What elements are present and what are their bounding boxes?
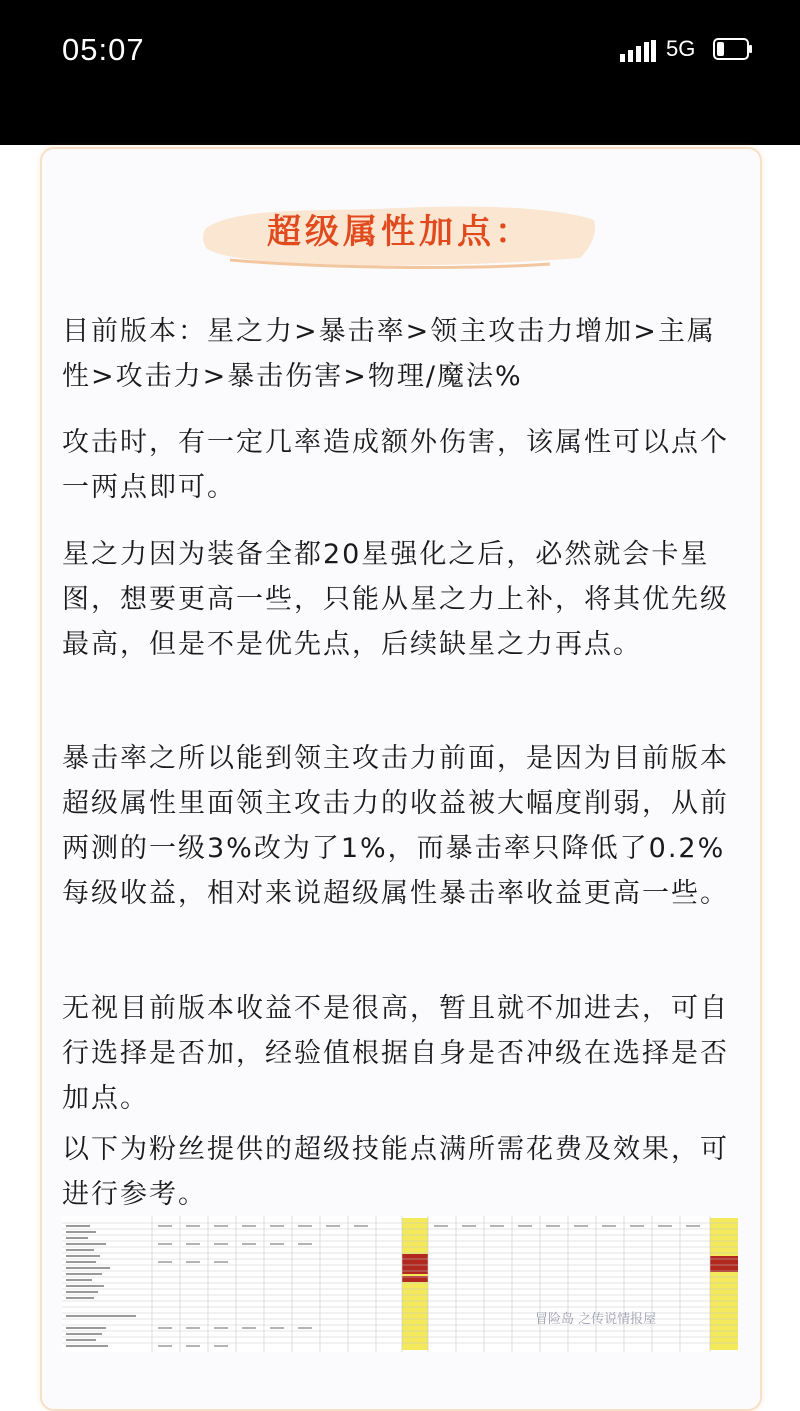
paragraph-priority: 目前版本：星之力>暴击率>领主攻击力增加>主属性>攻击力>暴击伤害>物理/魔法% [62,316,716,392]
signal-bars-icon [620,40,656,62]
page-title: 超级属性加点： [267,212,533,252]
paragraph-star-force: 星之力因为装备全都20星强化之后，必然就会卡星图，想要更高一些，只能从星之力上补，将其优先级最高，但是不是优先点，后续缺星之力再点。 [62,539,729,660]
watermark: 冒险岛 之传说情报屋 [535,1312,657,1327]
battery-icon [713,38,753,60]
paragraph-table-intro: 以下为粉丝提供的超级技能点满所需花费及效果，可进行参考。 [62,1134,729,1210]
paragraph-ignore-defense: 无视目前版本收益不是很高，暂且就不加进去，可自行选择是否加，经验值根据自身是否冲级在选择是否加点。 [62,993,729,1114]
paragraph-crit-rate: 暴击率之所以能到领主攻击力前面，是因为目前版本超级属性里面领主攻击力的收益被大幅度削弱，从前两测的一级3%改为了1%，而暴击率只降低了0.2%每级收益，相对来说超级属性暴击率收益更高一些。 [62,743,729,909]
network-type: 5G [666,36,696,61]
paragraph-extra-damage: 攻击时，有一定几率造成额外伤害，该属性可以点个一两点即可。 [62,427,729,503]
cost-effect-table-image [62,1216,738,1352]
status-bar [0,0,800,145]
clock: 05:07 [62,32,145,67]
headline-banner [200,190,600,280]
